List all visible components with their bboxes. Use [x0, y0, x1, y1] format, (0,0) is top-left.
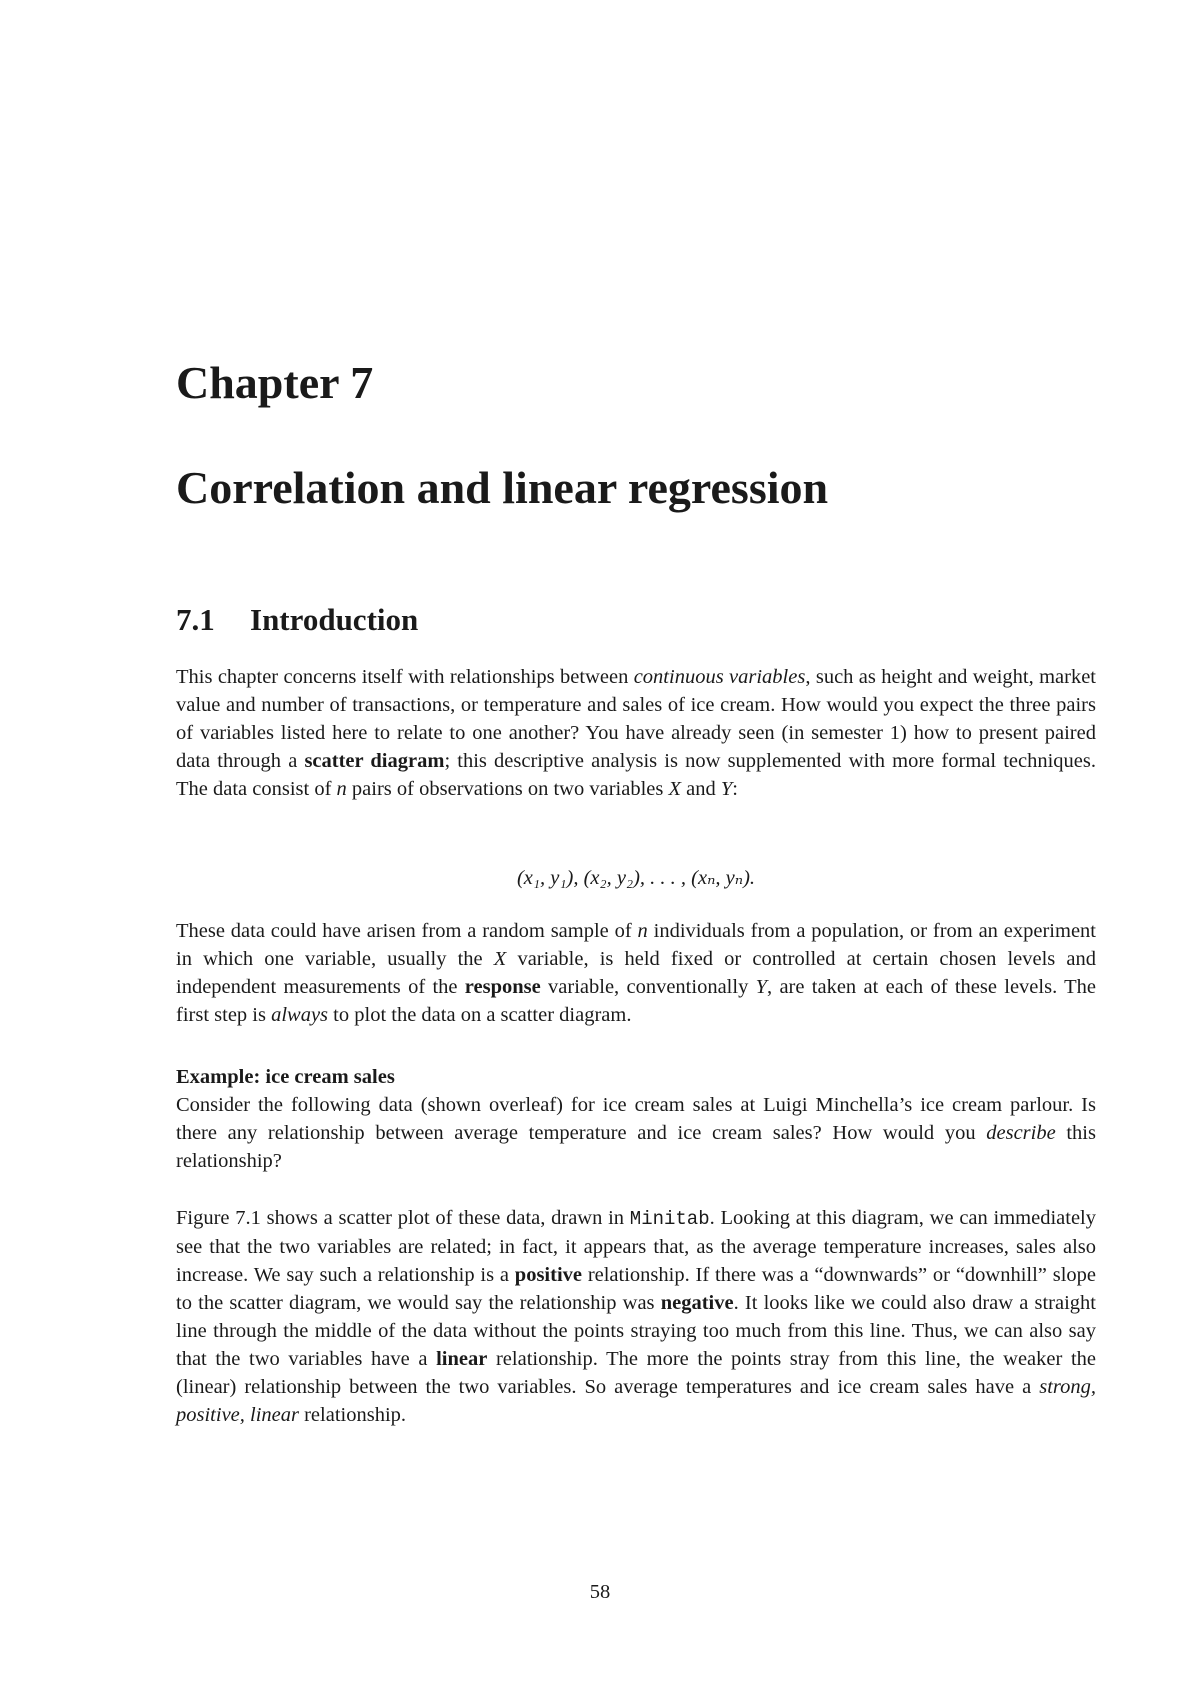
chapter-title: Correlation and linear regression	[176, 462, 829, 513]
text-run: individuals from a population, or from an experiment in which one variable, usually the	[176, 920, 1096, 970]
data-pairs-equation: (x₁, y₁), (x₂, y₂), . . . , (xₙ, yₙ).	[516, 867, 756, 889]
text-run: , are taken at each of these levels. The first step is	[176, 976, 1096, 1026]
data-origin-paragraph	[176, 917, 1096, 1029]
section-number: 7.1	[176, 602, 215, 637]
text-run: :	[732, 778, 738, 800]
bold-term: positive	[514, 1264, 582, 1286]
page-number: 58	[589, 1581, 611, 1603]
math-variable: Y	[720, 778, 733, 800]
text-run: This chapter concerns itself with relationships between	[176, 666, 634, 688]
text-run: ; this descriptive analysis is now supplemented with more formal techniques. The data consist of	[176, 750, 1097, 800]
text-run: . It looks like we could also draw a straight line through the middle of the data without the points straying too much from this line. Thus, we can also say that the two variables have a	[176, 1292, 1096, 1370]
section-heading	[176, 604, 418, 635]
software-name: Minitab	[629, 1208, 710, 1230]
bold-term: negative	[660, 1292, 734, 1314]
text-run: variable, is held fixed or controlled at certain chosen levels and independent measurements of the	[176, 948, 1096, 998]
text-run: relationship.	[298, 1404, 407, 1426]
math-variable: X	[668, 778, 681, 800]
bold-term: linear	[436, 1348, 488, 1370]
text-run: pairs of observations on two variables	[346, 778, 669, 800]
math-variable: Y	[755, 976, 768, 998]
text-run: this relationship?	[176, 1122, 1096, 1172]
intro-paragraph	[176, 663, 1096, 803]
figure-discussion-paragraph	[176, 1204, 1096, 1429]
chapter-label: Chapter 7	[176, 357, 374, 408]
text-run: relationship. The more the points stray from this line, the weaker the (linear) relationship between the two variables. So average temperatures and ice cream sales have a	[176, 1348, 1096, 1398]
emphasis-text: continuous variables	[633, 666, 806, 688]
text-run: Figure 7.1 shows a scatter plot of these data, drawn in	[176, 1207, 630, 1229]
emphasis-text: describe	[986, 1122, 1056, 1144]
text-run: , such as height and weight, market value and number of transactions, or temperature and sales of ice cream. How would you expect the three pairs of variables listed here to relate to one another? You have already seen (in semester 1) how to present paired data through a	[176, 666, 1097, 772]
text-run: to plot the data on a scatter diagram.	[328, 1004, 632, 1026]
text-run: These data could have arisen from a random sample of	[176, 920, 638, 942]
text-run: and	[681, 778, 721, 800]
text-run: . Looking at this diagram, we can immediately see that the two variables are related; in fact, it appears that, as the average temperature increases, sales also increase. We say such a relationship is a	[176, 1207, 1096, 1286]
example-heading: Example: ice cream sales	[176, 1066, 395, 1088]
text-run: variable, conventionally	[540, 976, 756, 998]
math-variable: n	[637, 920, 648, 942]
bold-term: scatter diagram	[304, 750, 445, 772]
math-variable: n	[336, 778, 347, 800]
bold-term: response	[464, 976, 541, 998]
emphasis-text: always	[271, 1004, 329, 1026]
math-variable: X	[493, 948, 507, 970]
emphasis-text: strong, positive, linear	[176, 1376, 1096, 1426]
example-block	[176, 1063, 1096, 1175]
text-run: Consider the following data (shown overleaf) for ice cream sales at Luigi Minchella’s ice cream parlour. Is there any relationship between average temperature and ice cream sales? How would you	[176, 1094, 1096, 1144]
text-run: relationship. If there was a “downwards” or “downhill” slope to the scatter diagram, we would say the relationship was	[176, 1264, 1096, 1314]
section-title: Introduction	[250, 602, 419, 637]
